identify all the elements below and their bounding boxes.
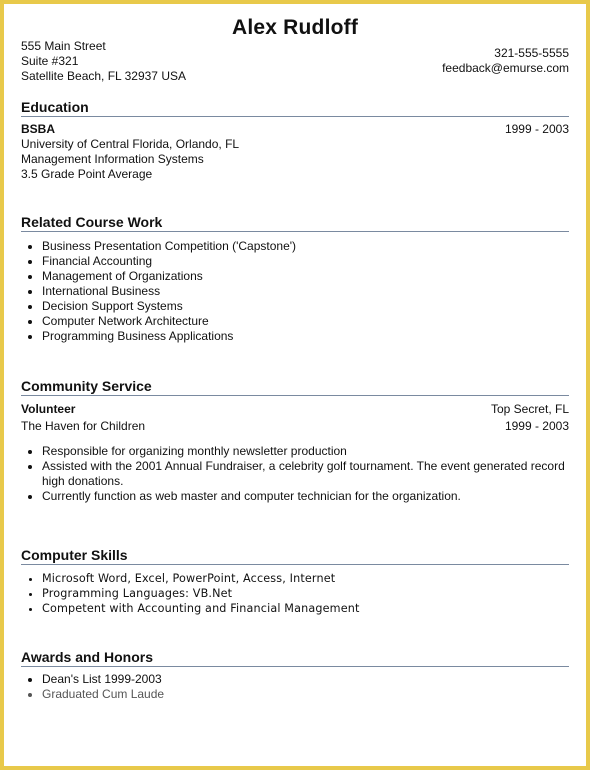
org-row (21, 418, 569, 435)
education-line: 3.5 Grade Point Average (21, 167, 153, 181)
education-line: Management Information Systems (21, 152, 204, 166)
section-title: Community Service (21, 378, 569, 396)
address-line: 555 Main Street (21, 39, 106, 53)
community-list (21, 444, 569, 504)
awards-section (21, 649, 569, 702)
candidate-name: Alex Rudloff (231, 16, 359, 39)
awards-list (21, 672, 569, 702)
address-line: Satellite Beach, FL 32937 USA (21, 69, 186, 83)
list-item: • Currently function as web master and computer technician for the organization. (42, 489, 569, 504)
skills-list (21, 571, 569, 616)
coursework-section (21, 214, 569, 344)
list-item: • Financial Accounting (42, 254, 569, 269)
role: Volunteer (21, 402, 76, 416)
address-line: Suite #321 (21, 54, 79, 68)
list-item: • Graduated Cum Laude (42, 687, 569, 702)
community-dates: 1999 - 2003 (504, 419, 569, 433)
contact-details (442, 46, 569, 76)
phone-number: 321-555-5555 (494, 46, 569, 60)
list-item: • Programming Languages: VB.Net (42, 586, 569, 601)
list-item: • Dean's List 1999-2003 (42, 672, 569, 687)
list-item: • Responsible for organizing monthly newsletter production (42, 444, 569, 459)
list-item: • International Business (42, 284, 569, 299)
list-item: • Computer Network Architecture (42, 314, 569, 329)
education-line: University of Central Florida, Orlando, FL (21, 137, 240, 151)
list-item: • Management of Organizations (42, 269, 569, 284)
resume-page (21, 14, 569, 702)
organization: The Haven for Children (21, 419, 146, 433)
role-row (21, 401, 569, 418)
list-item: • Business Presentation Competition ('Capstone') (42, 239, 569, 254)
list-item: • Microsoft Word, Excel, PowerPoint, Access, Internet (42, 571, 569, 586)
education-dates: 1999 - 2003 (504, 122, 569, 136)
section-title: Related Course Work (21, 214, 569, 232)
degree: BSBA (21, 122, 56, 136)
address-block (21, 39, 186, 84)
education-section (21, 99, 569, 182)
community-section (21, 378, 569, 504)
coursework-list (21, 239, 569, 344)
section-title: Awards and Honors (21, 649, 569, 667)
list-item: • Decision Support Systems (42, 299, 569, 314)
section-title: Education (21, 99, 569, 117)
contact-block (21, 39, 569, 84)
skills-section (21, 547, 569, 616)
location: Top Secret, FL (490, 402, 569, 416)
email-address: feedback@emurse.com (442, 61, 569, 75)
list-item: • Programming Business Applications (42, 329, 569, 344)
list-item: • Assisted with the 2001 Annual Fundraiser, a celebrity golf tournament. The event generated record high donations. (42, 459, 569, 489)
section-title: Computer Skills (21, 547, 569, 565)
degree-row (21, 122, 569, 137)
list-item: • Competent with Accounting and Financial Management (42, 601, 569, 616)
